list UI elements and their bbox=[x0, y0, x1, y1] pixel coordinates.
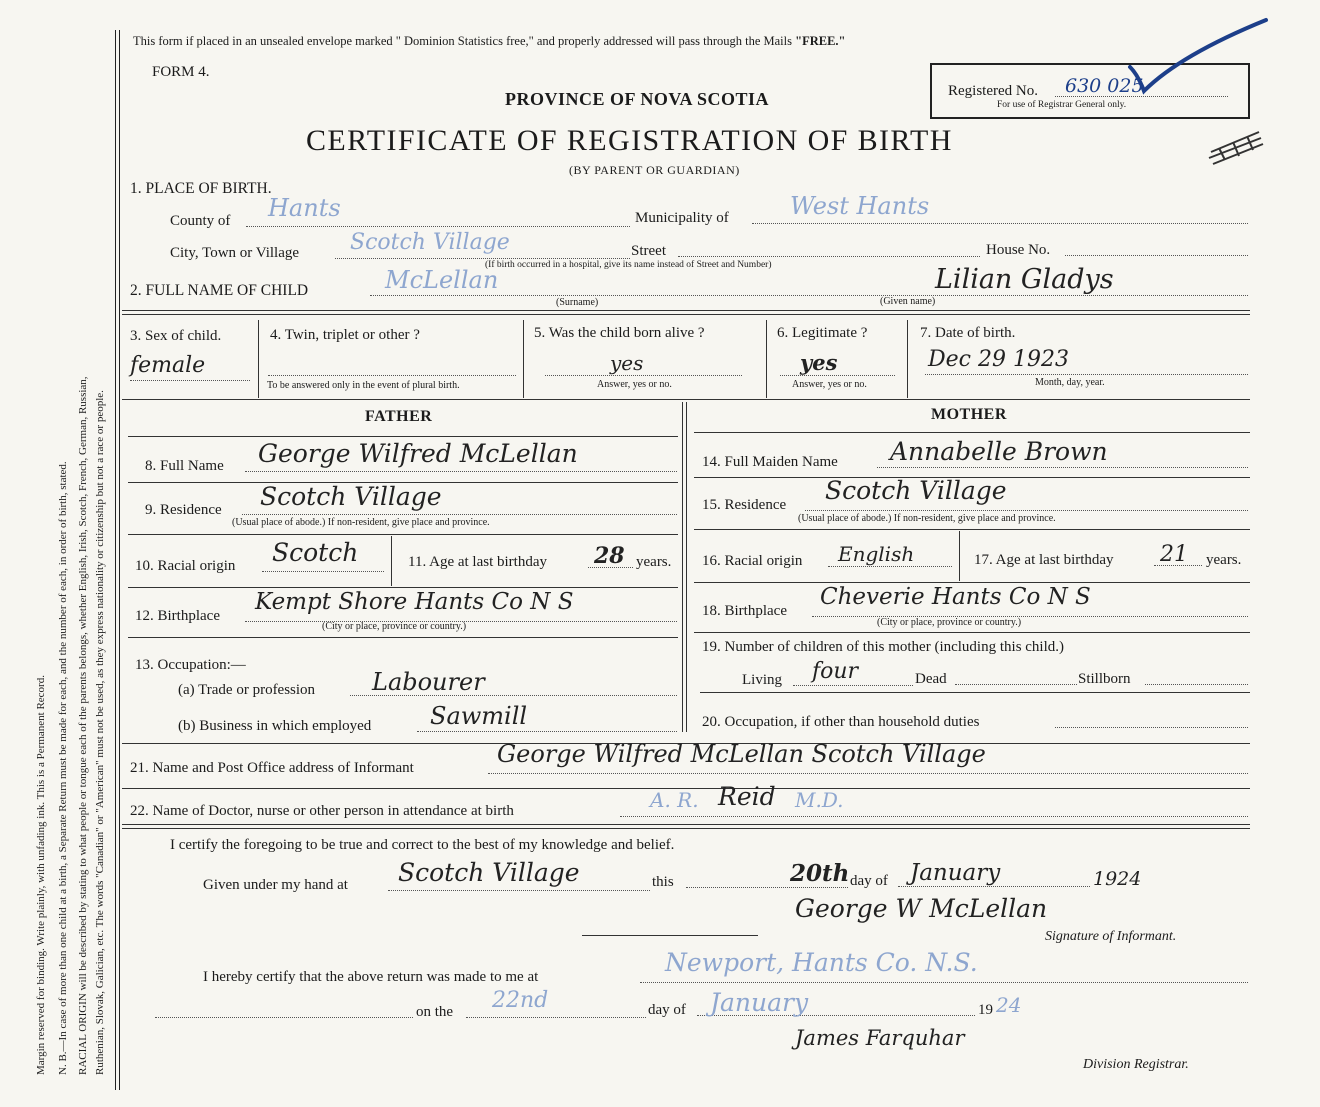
registrar-place-line bbox=[640, 982, 1248, 983]
province-heading: PROVINCE OF NOVA SCOTIA bbox=[505, 89, 770, 109]
mother-occ-line bbox=[1055, 727, 1248, 728]
mother-name-line bbox=[877, 467, 1248, 468]
father-business-line bbox=[417, 731, 677, 732]
mother-age-label: 17. Age at last birthday bbox=[974, 552, 1114, 568]
alive-label: 5. Was the child born alive ? bbox=[534, 325, 705, 341]
legit-value: yes bbox=[800, 350, 838, 375]
mother-stillborn-line bbox=[1145, 684, 1248, 685]
on-the-label: on the bbox=[416, 1004, 454, 1020]
alive-line bbox=[545, 375, 742, 376]
father-res-label: 9. Residence bbox=[145, 502, 222, 518]
mother-res-label: 15. Residence bbox=[702, 497, 787, 513]
stamp-scribble-icon bbox=[1205, 128, 1265, 168]
signature-line bbox=[582, 935, 758, 936]
margin-line-2: N. B.—In case of more than one child at a birth, a Separate Return must be made for each, and the number of each, in order of birth, stated. bbox=[57, 461, 69, 1075]
surname-caption: (Surname) bbox=[556, 297, 599, 308]
street-label: Street bbox=[631, 243, 666, 259]
father-rule-4 bbox=[128, 637, 678, 638]
certificate-subtitle: (BY PARENT OR GUARDIAN) bbox=[569, 163, 740, 177]
county-label: County of bbox=[170, 213, 231, 229]
father-age-label: 11. Age at last birthday bbox=[408, 554, 547, 570]
registrar-signature: James Farquhar bbox=[795, 1026, 965, 1050]
registered-number: 630 025 bbox=[1065, 75, 1144, 97]
certificate-title: CERTIFICATE OF REGISTRATION OF BIRTH bbox=[306, 124, 953, 157]
registrar-year-prefix: 19 bbox=[978, 1002, 993, 1018]
left-double-rule bbox=[115, 30, 116, 1090]
rule-after-row3 bbox=[122, 399, 1250, 400]
day-value: 20th bbox=[790, 860, 850, 887]
doctor-line bbox=[620, 816, 1248, 817]
street-line bbox=[678, 256, 980, 257]
mother-dead-line bbox=[955, 684, 1077, 685]
mother-living-value: four bbox=[812, 659, 859, 684]
mother-occ-label: 20. Occupation, if other than household duties bbox=[702, 714, 980, 730]
rule-after-name-2 bbox=[122, 314, 1250, 315]
father-trade-value: Labourer bbox=[372, 668, 485, 696]
margin-line-4: Ruthenian, Slovak, Galician, etc. The words "Canadian" or "American" must not be used, as they express nationality or citizenship but not a race or people. bbox=[94, 390, 106, 1075]
legit-caption: Answer, yes or no. bbox=[792, 379, 867, 390]
mother-race-label: 16. Racial origin bbox=[702, 553, 803, 569]
father-business-value: Sawmill bbox=[430, 702, 528, 730]
father-heading-rule bbox=[128, 436, 678, 437]
row3-sep-2 bbox=[523, 320, 524, 398]
this-label: this bbox=[652, 874, 674, 890]
binding-margin bbox=[0, 0, 118, 1107]
day-of-label: day of bbox=[850, 873, 888, 889]
year-value: 1924 bbox=[1093, 868, 1142, 890]
registrar-statement: I hereby certify that the above return was made to me at bbox=[203, 969, 539, 985]
legit-line bbox=[780, 375, 895, 376]
doctor-suffix: M.D. bbox=[795, 788, 844, 812]
father-occ-label: 13. Occupation:— bbox=[135, 657, 246, 673]
alive-caption: Answer, yes or no. bbox=[597, 379, 672, 390]
city-value: Scotch Village bbox=[350, 230, 510, 255]
county-line bbox=[246, 226, 630, 227]
father-res-value: Scotch Village bbox=[260, 482, 442, 511]
parents-divider-2 bbox=[686, 402, 687, 732]
father-age-value: 28 bbox=[594, 543, 625, 569]
informant-signature: George W McLellan bbox=[795, 894, 1048, 923]
father-heading: FATHER bbox=[365, 408, 433, 425]
dob-label: 7. Date of birth. bbox=[920, 325, 1016, 341]
registrar-blank-line bbox=[155, 1017, 413, 1018]
row3-sep-1 bbox=[258, 320, 259, 398]
check-mark-icon bbox=[1120, 15, 1270, 100]
certify-statement: I certify the foregoing to be true and correct to the best of my knowledge and belief. bbox=[170, 837, 675, 853]
house-label: House No. bbox=[986, 242, 1051, 258]
city-line bbox=[335, 258, 630, 259]
mother-rule-2 bbox=[694, 529, 1250, 530]
given-caption: (Given name) bbox=[880, 296, 936, 307]
father-res-line bbox=[242, 514, 677, 515]
hospital-note: (If birth occurred in a hospital, give its name instead of Street and Number) bbox=[485, 260, 772, 270]
mother-rule-3 bbox=[694, 582, 1250, 583]
father-race-label: 10. Racial origin bbox=[135, 558, 236, 574]
mother-name-value: Annabelle Brown bbox=[890, 437, 1108, 466]
registrar-year-suffix: 24 bbox=[996, 993, 1022, 1017]
given-place-value: Scotch Village bbox=[398, 858, 580, 887]
mother-race-value: English bbox=[838, 542, 915, 566]
sex-value: female bbox=[130, 353, 206, 378]
municipality-line bbox=[752, 223, 1248, 224]
sex-label: 3. Sex of child. bbox=[130, 328, 222, 344]
father-age-unit: years. bbox=[636, 554, 672, 570]
informant-line bbox=[488, 773, 1248, 774]
father-res-caption: (Usual place of abode.) If non-resident, give place and province. bbox=[232, 517, 490, 528]
twin-line bbox=[268, 375, 516, 376]
mail-notice-text: This form if placed in an unsealed envelope marked " Dominion Statistics free," and properly addressed will pass through the Mails bbox=[133, 34, 796, 48]
mother-age-value: 21 bbox=[1160, 542, 1188, 567]
month-value: January bbox=[910, 860, 1001, 886]
father-birth-label: 12. Birthplace bbox=[135, 608, 220, 624]
twin-note: To be answered only in the event of plural birth. bbox=[267, 380, 460, 391]
child-name-line bbox=[370, 295, 1248, 296]
legit-label: 6. Legitimate ? bbox=[777, 325, 868, 341]
rule-before-cert bbox=[122, 824, 1250, 825]
alive-value: yes bbox=[610, 351, 644, 375]
sex-line bbox=[130, 380, 250, 381]
house-line bbox=[1065, 255, 1248, 256]
dob-caption: Month, day, year. bbox=[1035, 377, 1105, 388]
mail-notice bbox=[133, 35, 845, 48]
child-given-value: Lilian Gladys bbox=[935, 264, 1114, 295]
margin-line-3: RACIAL ORIGIN will be described by stating to what people or tongue each of the parents belongs, whether English, Irish, Scotch, French, German, Russian, bbox=[77, 376, 89, 1075]
municipality-value: West Hants bbox=[790, 192, 930, 220]
father-name-value: George Wilfred McLellan bbox=[258, 439, 578, 468]
mother-res-caption: (Usual place of abode.) If non-resident, give place and province. bbox=[798, 513, 1056, 524]
registrar-day-of-label: day of bbox=[648, 1002, 686, 1018]
father-rule-3 bbox=[128, 587, 678, 588]
mother-living-label: Living bbox=[742, 672, 782, 688]
form-number: FORM 4. bbox=[152, 64, 210, 80]
registered-note: For use of Registrar General only. bbox=[997, 100, 1127, 110]
row3-sep-4 bbox=[907, 320, 908, 398]
rule-before-cert-2 bbox=[122, 828, 1250, 829]
county-value: Hants bbox=[268, 194, 341, 222]
father-trade-label: (a) Trade or profession bbox=[178, 682, 316, 698]
mother-heading-rule bbox=[694, 432, 1250, 433]
father-race-line bbox=[262, 571, 384, 572]
mother-birth-value: Cheverie Hants Co N S bbox=[820, 584, 1091, 610]
registrar-day-value: 22nd bbox=[492, 988, 549, 1013]
informant-value: George Wilfred McLellan Scotch Village bbox=[497, 740, 986, 768]
registered-label: Registered No. bbox=[948, 83, 1038, 99]
father-birth-caption: (City or place, province or country.) bbox=[322, 621, 467, 632]
day-line bbox=[686, 887, 848, 888]
child-surname-value: McLellan bbox=[385, 266, 499, 294]
registrar-month-value: January bbox=[710, 988, 809, 1017]
mother-stillborn-label: Stillborn bbox=[1078, 671, 1131, 687]
rule-after-name bbox=[122, 310, 1250, 311]
mother-birth-label: 18. Birthplace bbox=[702, 603, 787, 619]
mail-notice-free: "FREE." bbox=[795, 34, 846, 48]
mother-res-line bbox=[805, 510, 1248, 511]
father-race-value: Scotch bbox=[272, 538, 359, 567]
doctor-value: Reid bbox=[718, 782, 776, 811]
father-race-sep bbox=[391, 536, 392, 586]
mother-living-line bbox=[793, 685, 913, 686]
city-label: City, Town or Village bbox=[170, 245, 300, 261]
twin-label: 4. Twin, triplet or other ? bbox=[270, 327, 420, 343]
doctor-label: 22. Name of Doctor, nurse or other person in attendance at birth bbox=[130, 803, 514, 819]
father-birth-value: Kempt Shore Hants Co N S bbox=[255, 589, 574, 615]
given-label: Given under my hand at bbox=[203, 877, 348, 893]
mother-rule-5 bbox=[700, 692, 1250, 693]
registrar-day-line bbox=[466, 1017, 646, 1018]
mother-birth-caption: (City or place, province or country.) bbox=[877, 617, 1022, 628]
parents-divider bbox=[682, 402, 683, 732]
mother-children-label: 19. Number of children of this mother (including this child.) bbox=[702, 639, 1065, 655]
place-heading: 1. PLACE OF BIRTH. bbox=[130, 180, 272, 197]
mother-age-unit: years. bbox=[1206, 552, 1242, 568]
registrar-place-value: Newport, Hants Co. N.S. bbox=[665, 948, 978, 977]
father-name-label: 8. Full Name bbox=[145, 458, 224, 474]
father-name-line bbox=[245, 471, 677, 472]
mother-heading: MOTHER bbox=[931, 406, 1007, 423]
child-name-label: 2. FULL NAME OF CHILD bbox=[130, 282, 309, 299]
father-rule-2 bbox=[128, 534, 678, 535]
row3-sep-3 bbox=[766, 320, 767, 398]
dob-value: Dec 29 1923 bbox=[928, 347, 1069, 372]
mother-race-sep bbox=[959, 531, 960, 581]
municipality-label: Municipality of bbox=[635, 210, 729, 226]
registrar-caption: Division Registrar. bbox=[1083, 1057, 1189, 1072]
doctor-initials: A. R. bbox=[650, 788, 699, 812]
dob-line bbox=[925, 374, 1248, 375]
informant-label: 21. Name and Post Office address of Informant bbox=[130, 760, 414, 776]
mother-race-line bbox=[828, 566, 952, 567]
father-business-label: (b) Business in which employed bbox=[178, 718, 372, 734]
mother-rule-4 bbox=[694, 632, 1250, 633]
left-double-rule-inner bbox=[119, 30, 120, 1090]
mother-dead-label: Dead bbox=[915, 671, 947, 687]
mother-res-value: Scotch Village bbox=[825, 476, 1007, 505]
given-place-line bbox=[388, 890, 650, 891]
margin-line-1: Margin reserved for binding. Write plainly, with unfading ink. This is a Permanent Record. bbox=[35, 675, 47, 1075]
mother-name-label: 14. Full Maiden Name bbox=[702, 454, 838, 470]
month-line bbox=[898, 886, 1090, 887]
signature-caption: Signature of Informant. bbox=[1045, 929, 1177, 944]
